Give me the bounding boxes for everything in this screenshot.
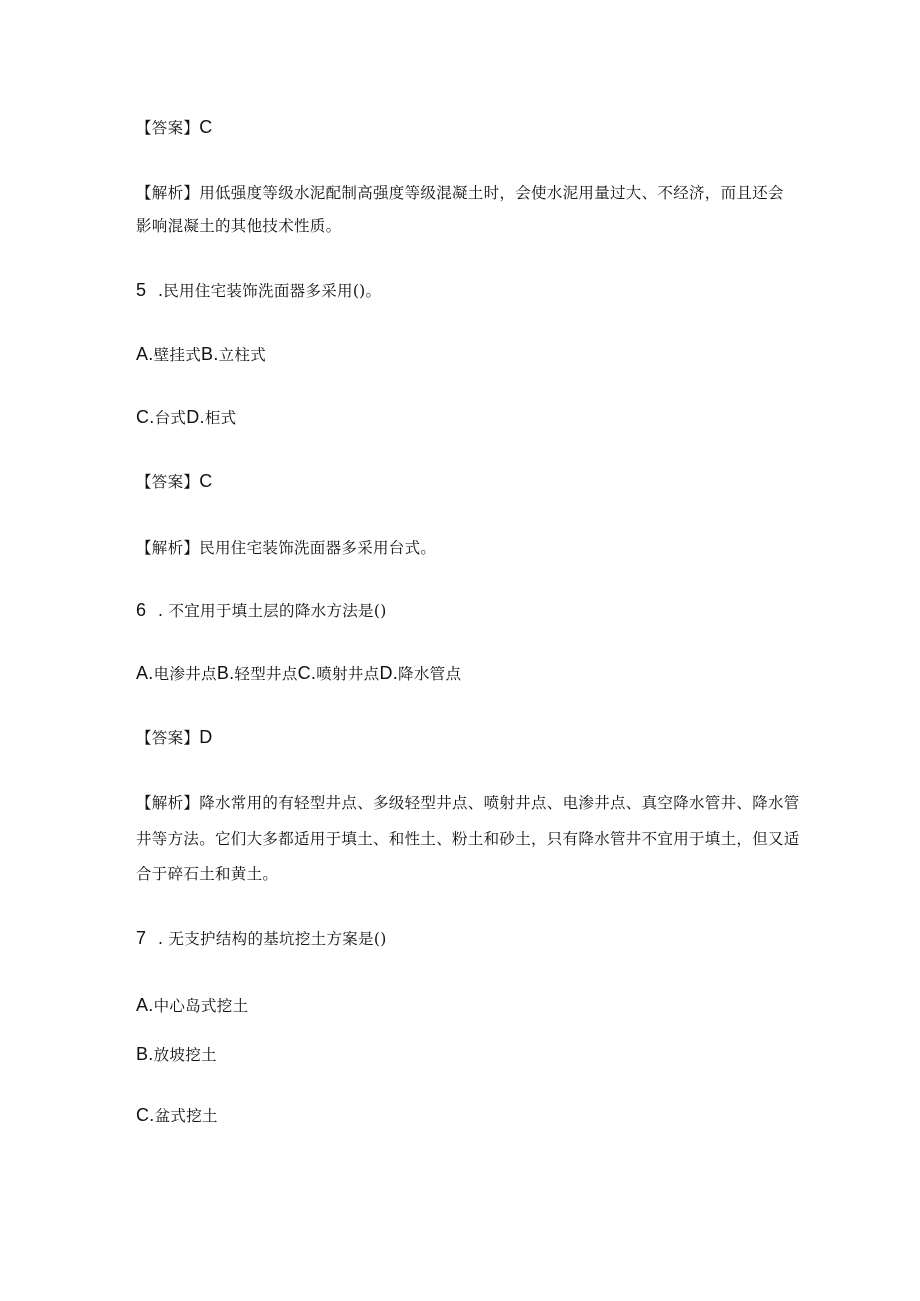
answer-line-q4 — [136, 116, 213, 138]
question-number: 5 — [136, 280, 147, 300]
answer-value: D — [199, 727, 213, 747]
answer-value: C — [199, 471, 213, 491]
analysis-text: 用低强度等级水泥配制高强度等级混凝土时，会使水泥用量过大、不经济，而且还会 — [199, 184, 784, 202]
option-b-letter: B. — [201, 344, 219, 364]
option-d-text: 降水管点 — [398, 665, 462, 683]
answer-value: C — [199, 117, 213, 137]
option-b-text: 立柱式 — [218, 346, 267, 364]
option-a-text: 中心岛式挖土 — [153, 997, 249, 1015]
option-c-text: 台式 — [154, 409, 187, 427]
analysis-line-q6-3 — [136, 862, 278, 884]
option-c-letter: C. — [297, 663, 317, 683]
analysis-line-q6-2 — [136, 827, 800, 849]
option-c-text: 盆式挖土 — [154, 1107, 218, 1125]
answer-line-q6 — [136, 726, 213, 748]
question-7-stem — [136, 927, 387, 949]
question-number: 7 — [136, 928, 147, 948]
analysis-line-q5 — [136, 536, 436, 558]
option-b-letter: B. — [216, 663, 235, 683]
analysis-label: 【解析】 — [136, 794, 200, 812]
answer-line-q5 — [136, 470, 213, 492]
option-a-text: 电渗井点 — [153, 665, 217, 683]
option-a-letter: A. — [136, 344, 154, 364]
option-c-letter: C. — [136, 407, 155, 427]
analysis-text: 合于碎石土和黄土。 — [136, 865, 279, 883]
analysis-text: 井等方法。它们大多都适用于填土、和性土、粉土和砂土，只有降水管井不宜用于填土，但又适 — [136, 830, 800, 848]
option-a-letter: A. — [136, 995, 154, 1015]
analysis-text: 降水常用的有轻型井点、多级轻型井点、喷射井点、电渗井点、真空降水管井、降水管 — [199, 794, 800, 812]
option-a-letter: A. — [136, 663, 154, 683]
option-b-letter: B. — [136, 1044, 154, 1064]
question-7-option-b — [136, 1043, 217, 1065]
analysis-text: 民用住宅装饰洗面器多采用台式。 — [199, 539, 437, 557]
question-5-options-ab — [136, 343, 266, 365]
question-5-options-cd — [136, 406, 236, 428]
analysis-text: 影响混凝土的其他技术性质。 — [136, 217, 342, 235]
question-6-options — [136, 662, 461, 684]
option-b-text: 轻型井点 — [234, 665, 298, 683]
question-7-option-c — [136, 1104, 218, 1126]
answer-label: 【答案】 — [136, 119, 200, 137]
option-b-text: 放坡挖土 — [153, 1046, 217, 1064]
option-d-text: 柜式 — [204, 409, 237, 427]
analysis-line-q6-1 — [136, 791, 800, 813]
question-text: .民用住宅装饰洗面器多采用()。 — [158, 282, 382, 300]
option-d-letter: D. — [379, 663, 399, 683]
analysis-label: 【解析】 — [136, 539, 200, 557]
question-6-stem — [136, 599, 387, 621]
analysis-label: 【解析】 — [136, 184, 200, 202]
option-a-text: 壁挂式 — [153, 346, 202, 364]
question-text: . 无支护结构的基坑挖土方案是() — [158, 930, 387, 948]
answer-label: 【答案】 — [136, 729, 200, 747]
option-c-letter: C. — [136, 1105, 155, 1125]
question-text: . 不宜用于填土层的降水方法是() — [158, 602, 387, 620]
answer-label: 【答案】 — [136, 473, 200, 491]
question-5-stem — [136, 279, 381, 301]
analysis-line-q4-1 — [136, 181, 784, 203]
question-7-option-a — [136, 994, 248, 1016]
analysis-line-q4-2 — [136, 214, 341, 236]
option-c-text: 喷射井点 — [316, 665, 380, 683]
option-d-letter: D. — [186, 407, 205, 427]
question-number: 6 — [136, 600, 147, 620]
